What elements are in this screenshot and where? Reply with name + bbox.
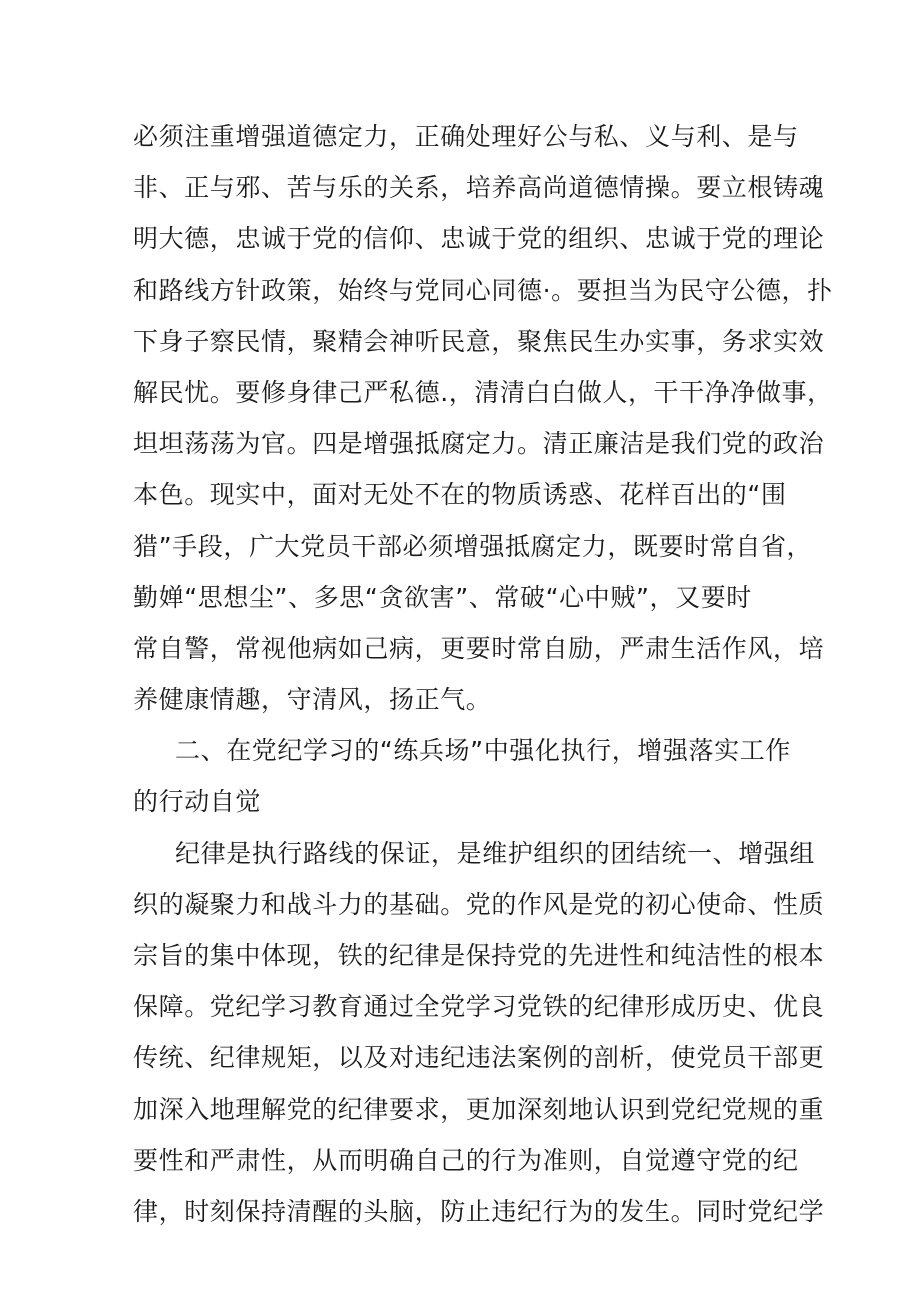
text-line: 明大德，忠诚于党的信仰、忠诚于党的组织、忠诚于党的理论 <box>133 224 825 254</box>
text-line: 解民忧。要修身律己严私德.，清清白白做人，干干净净做事， <box>133 377 833 407</box>
text-line: 非、正与邪、苦与乐的关系，培养高尚道德情操。要立根铸魂 <box>133 173 825 203</box>
text-line: 传统、纪律规矩，以及对违纪违法案例的剖析，使党员干部更 <box>133 1043 825 1073</box>
text-line: 本色。现实中，面对无处不在的物质诱惑、花样百出的“围 <box>133 480 787 510</box>
text-line: 和路线方针政策，始终与党同心同德·。要担当为民守公德，扑 <box>133 275 833 305</box>
text-line: 保障。党纪学习教育通过全党学习党铁的纪律形成历史、优良 <box>133 992 825 1022</box>
text-line: 猎”手段，广大党员干部必须增强抵腐定力，既要时常自省， <box>133 531 813 561</box>
text-line: 加深入地理解党的纪律要求，更加深刻地认识到党纪党规的重 <box>133 1094 825 1124</box>
text-line: 律，时刻保持清醒的头脑，防止违纪行为的发生。同时党纪学 <box>133 1196 825 1226</box>
text-line: 下身子察民情，聚精会神听民意，聚焦民生办实事，务求实效 <box>133 326 825 356</box>
text-line: 必须注重增强道德定力，正确处理好公与私、义与利、是与 <box>133 122 799 151</box>
document-body <box>133 111 833 1237</box>
section-heading-line: 二、在党纪学习的“练兵场”中强化执行，增强落实工作 <box>175 736 791 766</box>
text-line: 纪律是执行路线的保证，是维护组织的团结统一、增强组 <box>175 838 816 868</box>
text-line: 勤婵“思想尘”、多思“贪欲害”、常破“心中贼”，又要时 <box>133 582 752 612</box>
section-heading-line: 的行动自觉 <box>133 787 262 817</box>
text-line: 要性和严肃性，从而明确自己的行为准则，自觉遵守党的纪 <box>133 1145 799 1175</box>
text-line: 宗旨的集中体现，铁的纪律是保持党的先进性和纯洁性的根本 <box>133 941 825 970</box>
text-line: 织的凝聚力和战斗力的基础。党的作风是党的初心使命、性质 <box>133 889 825 919</box>
text-line: 坦坦荡荡为官。四是增强抵腐定力。清正廉洁是我们党的政治 <box>133 429 825 459</box>
text-line: 常自警，常视他病如己病，更要时常自励，严肃生活作风，培 <box>133 633 825 663</box>
text-line: 养健康情趣，守清风，扬正气。 <box>133 685 492 715</box>
